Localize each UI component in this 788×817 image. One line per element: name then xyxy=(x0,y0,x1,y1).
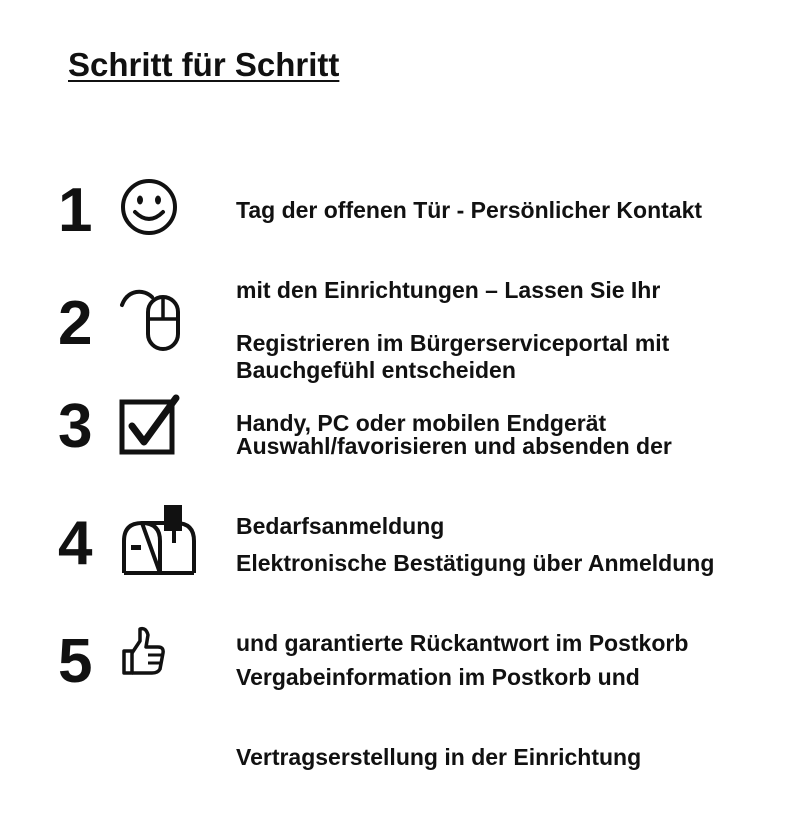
step-text xyxy=(236,617,776,817)
step-text-line: Vertragserstellung in der Einrichtung xyxy=(236,744,642,770)
step-number: 2 xyxy=(58,289,93,358)
step-text-line: mit den Einrichtungen – Lassen Sie Ihr xyxy=(236,277,661,303)
step-text-line: und garantierte Rückantwort im Postkorb xyxy=(236,630,689,656)
checked-box-icon xyxy=(118,392,184,463)
computer-mouse-icon xyxy=(118,283,188,360)
step-number: 1 xyxy=(58,176,93,245)
step-text-line: Bauchgefühl entscheiden xyxy=(236,357,516,383)
step-text-line: Elektronische Bestätigung über Anmeldung xyxy=(236,550,715,576)
step-text-line: Registrieren im Bürgerserviceportal mit xyxy=(236,330,670,356)
step-number: 3 xyxy=(58,392,93,461)
page-title: Schritt für Schritt xyxy=(68,46,340,83)
step-text-line: Vergabeinformation im Postkorb und xyxy=(236,664,640,690)
step-text-line: Auswahl/favorisieren und absenden der xyxy=(236,433,672,459)
smiley-icon xyxy=(118,176,180,243)
mailbox-icon xyxy=(118,503,200,582)
thumbs-up-icon xyxy=(118,623,170,684)
step-number: 4 xyxy=(58,509,93,578)
step-text-line: Handy, PC oder mobilen Endgerät xyxy=(236,410,607,436)
step-number: 5 xyxy=(58,627,93,696)
step-text-line: Tag der offenen Tür - Persönlicher Kontakt xyxy=(236,197,703,223)
step-text-line: Bedarfsanmeldung xyxy=(236,513,445,539)
